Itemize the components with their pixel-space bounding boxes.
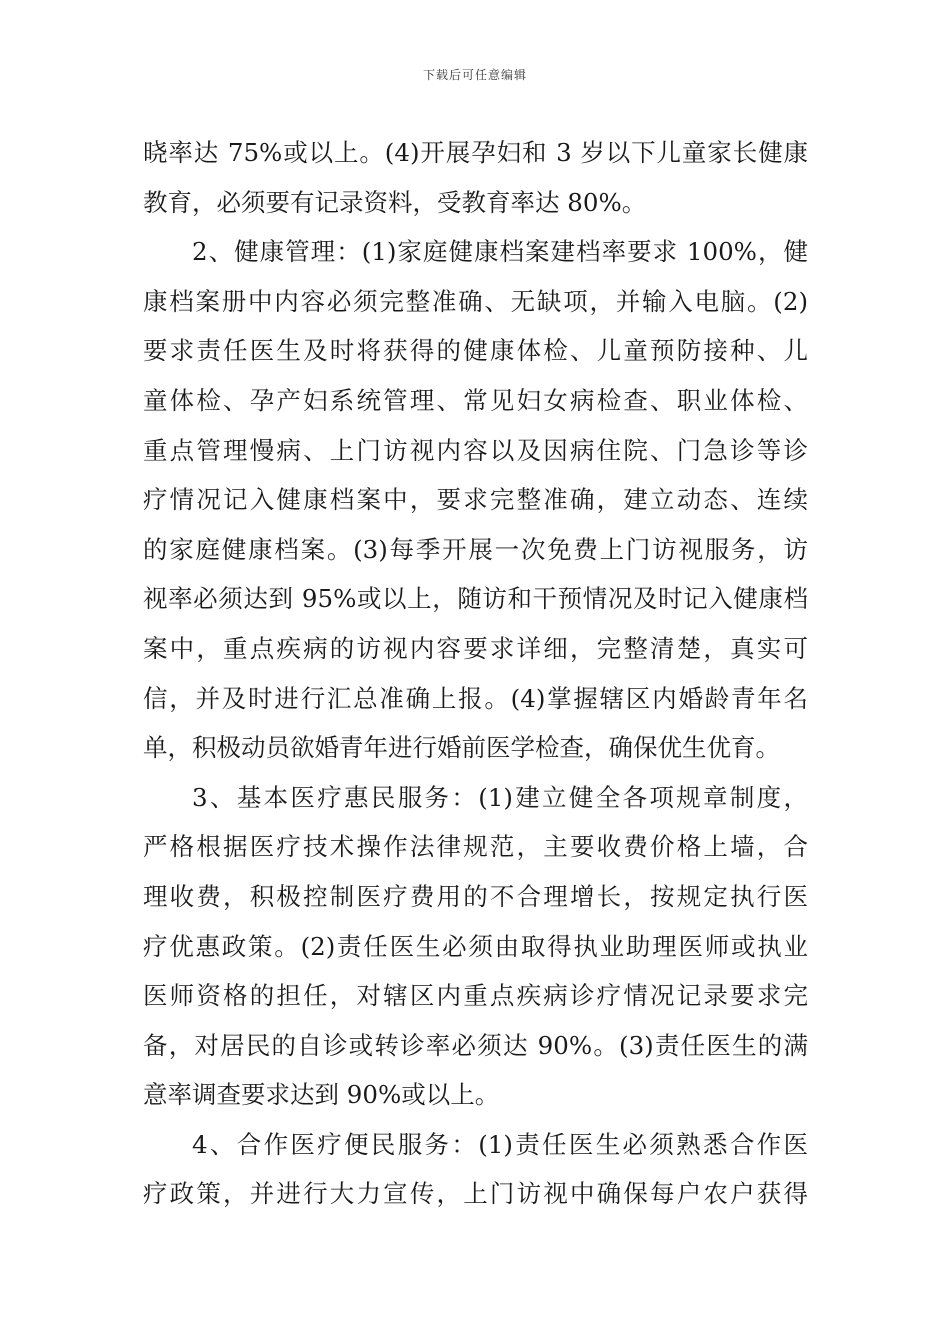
text-line: 的家庭健康档案。(3)每季开展一次免费上门访视服务，访 bbox=[143, 534, 808, 564]
text-line: 疗政策，并进行大力宣传，上门访视中确保每户农户获得 bbox=[143, 1179, 808, 1209]
text-line: 童体检、孕产妇系统管理、常见妇女病检查、职业体检、 bbox=[143, 385, 808, 415]
text-line: 单，积极动员欲婚青年进行婚前医学检查，确保优生优育。 bbox=[143, 733, 780, 763]
paragraph-start-line: 3、基本医疗惠民服务：(1)建立健全各项规章制度， bbox=[192, 782, 808, 812]
text-line: 严格根据医疗技术操作法律规范，主要收费价格上墙，合 bbox=[143, 832, 808, 862]
text-line: 疗情况记入健康档案中，要求完整准确，建立动态、连续 bbox=[143, 485, 808, 515]
text-line: 备，对居民的自诊或转诊率必须达 90%。(3)责任医生的满 bbox=[143, 1030, 808, 1060]
text-line: 案中，重点疾病的访视内容要求详细，完整清楚，真实可 bbox=[143, 633, 808, 663]
paragraph-start-line: 4、合作医疗便民服务：(1)责任医生必须熟悉合作医 bbox=[192, 1129, 808, 1159]
text-line: 疗优惠政策。(2)责任医生必须由取得执业助理医师或执业 bbox=[143, 931, 808, 961]
text-line: 晓率达 75%或以上。(4)开展孕妇和 3 岁以下儿童家长健康 bbox=[143, 138, 808, 167]
text-line: 视率必须达到 95%或以上，随访和干预情况及时记入健康档 bbox=[143, 584, 808, 614]
text-line: 教育，必须要有记录资料，受教育率达 80%。 bbox=[143, 187, 647, 217]
document-body bbox=[143, 128, 808, 1219]
page-header: 下载后可任意编辑 bbox=[422, 68, 527, 82]
paragraph-start-line: 2、健康管理：(1)家庭健康档案建档率要求 100%，健 bbox=[192, 237, 808, 267]
text-line: 要求责任医生及时将获得的健康体检、儿童预防接种、儿 bbox=[143, 336, 808, 366]
text-line: 医师资格的担任，对辖区内重点疾病诊疗情况记录要求完 bbox=[143, 981, 808, 1011]
text-line: 理收费，积极控制医疗费用的不合理增长，按规定执行医 bbox=[143, 881, 808, 911]
text-line: 重点管理慢病、上门访视内容以及因病住院、门急诊等诊 bbox=[143, 435, 808, 465]
text-line: 意率调查要求达到 90%或以上。 bbox=[143, 1080, 500, 1110]
text-line: 康档案册中内容必须完整准确、无缺项，并输入电脑。(2) bbox=[143, 286, 808, 316]
text-line: 信，并及时进行汇总准确上报。(4)掌握辖区内婚龄青年名 bbox=[143, 683, 808, 713]
